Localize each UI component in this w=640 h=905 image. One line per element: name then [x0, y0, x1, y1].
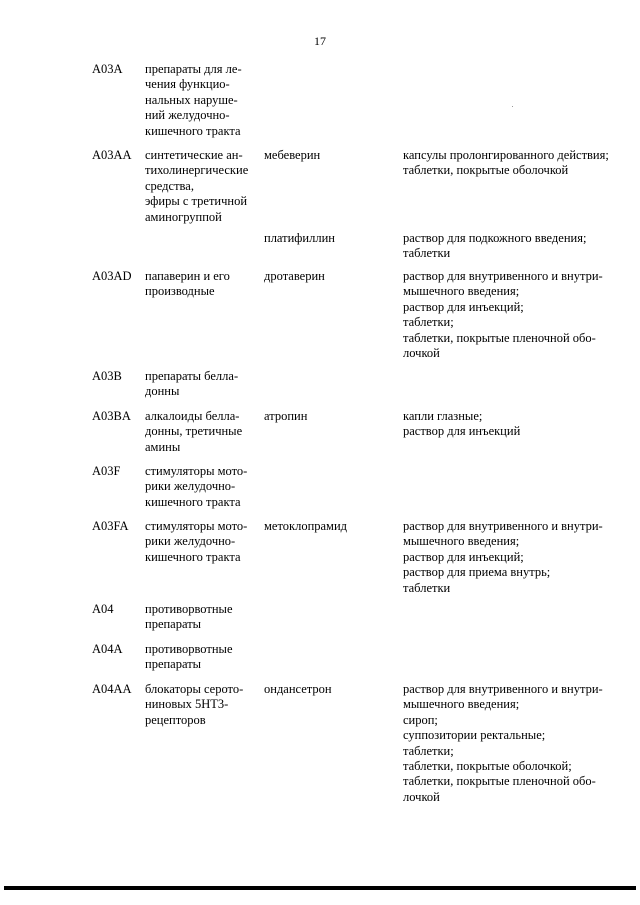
- atc-group: противорвотные препараты: [145, 642, 233, 672]
- table-row: [92, 519, 622, 602]
- atc-code: A03B: [92, 369, 122, 383]
- drug-name: метоклопрамид: [264, 519, 348, 533]
- atc-code: A04A: [92, 642, 123, 656]
- drug-name: дротаверин: [264, 269, 325, 283]
- atc-group: препараты белла- донны: [145, 369, 239, 399]
- drug-name: платифиллин: [264, 231, 335, 245]
- dosage-forms: раствор для внутривенного и внутри- мышечного введения; раствор для инъекций; таблетки; таблетки, покрытые пленочной обо- лочкой: [403, 269, 603, 361]
- drug-name: мебеверин: [264, 148, 321, 162]
- atc-code: A03BA: [92, 409, 131, 423]
- table-row: [92, 642, 622, 682]
- atc-group: препараты для ле- чения функцио- нальных наруше- ний желудочно- кишечного тракта: [145, 62, 242, 138]
- dosage-forms: раствор для внутривенного и внутри- мышечного введения; раствор для инъекций; раствор для приема внутрь; таблетки: [403, 519, 603, 595]
- drug-name: атропин: [264, 409, 308, 423]
- table-row: [92, 464, 622, 519]
- page-number: 17: [314, 34, 326, 48]
- atc-group: противорвотные препараты: [145, 602, 233, 632]
- dosage-forms: капли глазные; раствор для инъекций: [403, 409, 521, 439]
- table-row: [92, 62, 622, 148]
- drug-table: [92, 62, 622, 812]
- atc-code: A04: [92, 602, 114, 616]
- table-row: [92, 148, 622, 231]
- table-row: [92, 682, 622, 812]
- table-row: [92, 231, 622, 269]
- atc-group: папаверин и его производные: [145, 269, 230, 299]
- table-row: [92, 409, 622, 464]
- table-row: [92, 602, 622, 642]
- dosage-forms: капсулы пролонгированного действия; таблетки, покрытые оболочкой: [403, 148, 609, 178]
- atc-group: алкалоиды белла- донны, третичные амины: [145, 409, 243, 454]
- atc-code: A03AD: [92, 269, 132, 283]
- atc-code: A04AA: [92, 682, 132, 696]
- atc-code: A03A: [92, 62, 123, 76]
- atc-code: A03AA: [92, 148, 132, 162]
- atc-group: блокаторы серото- ниновых 5HT3- рецепторов: [145, 682, 244, 727]
- bottom-rule: [4, 886, 636, 890]
- table-row: [92, 269, 622, 369]
- atc-group: стимуляторы мото- рики желудочно- кишечного тракта: [145, 464, 248, 509]
- dosage-forms: раствор для внутривенного и внутри- мышечного введения; сироп; суппозитории ректальные; таблетки; таблетки, покрытые оболочкой; таблетки, покрытые пленочной обо- лочкой: [403, 682, 603, 804]
- atc-group: стимуляторы мото- рики желудочно- кишечного тракта: [145, 519, 248, 564]
- dosage-forms: раствор для подкожного введения; таблетки: [403, 231, 587, 261]
- atc-code: A03FA: [92, 519, 129, 533]
- atc-group: синтетические ан- тихолинергические средства, эфиры с третичной аминогруппой: [145, 148, 249, 224]
- drug-name: ондансетрон: [264, 682, 332, 696]
- atc-code: A03F: [92, 464, 121, 478]
- table-row: [92, 369, 622, 409]
